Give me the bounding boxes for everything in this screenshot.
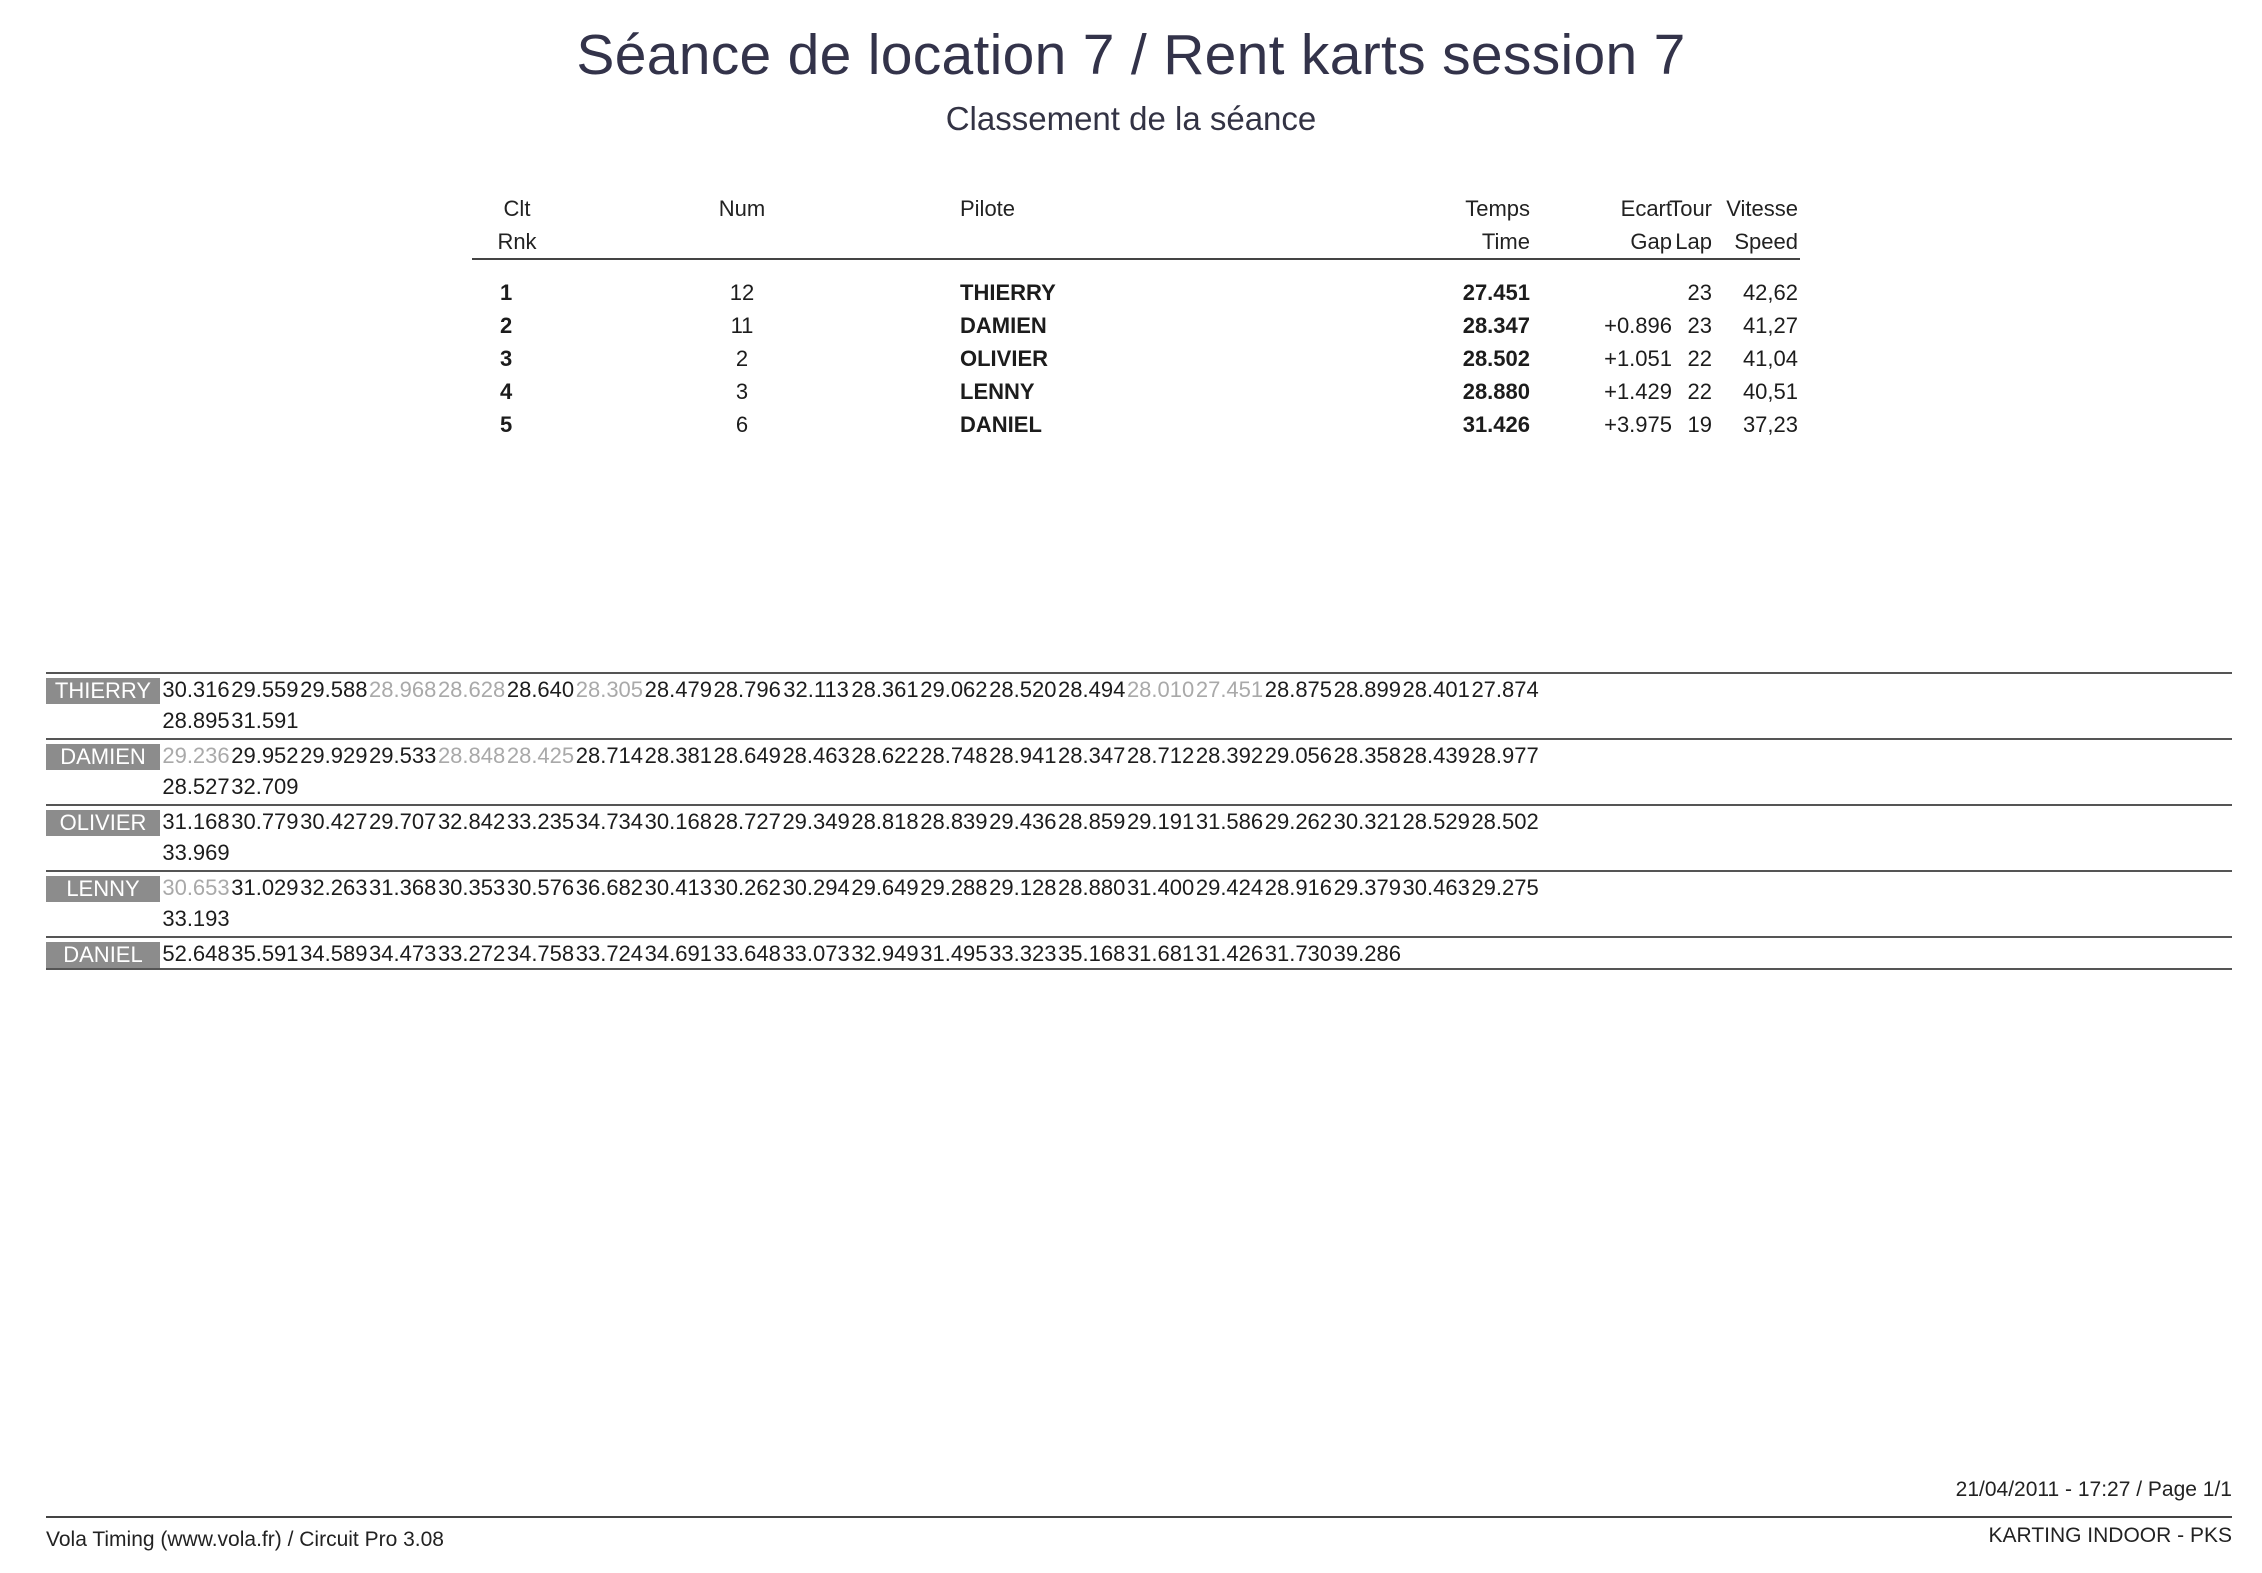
header-speed: Vitesse Speed <box>1726 196 1798 254</box>
lap-time: 30.294 <box>782 875 850 900</box>
lap-time: 31.495 <box>920 941 988 966</box>
lap-time: 32.113 <box>783 677 849 702</box>
lap-time: 28.529 <box>1402 809 1470 834</box>
lap-count: 23 <box>1687 313 1712 338</box>
lap-time: 28.010 <box>1126 677 1195 702</box>
speed-cell: 41,04 <box>1742 346 1798 371</box>
lap-time: 33.193 <box>162 906 230 931</box>
lap-time: 29.288 <box>920 875 988 900</box>
lap-time: 33.323 <box>989 941 1057 966</box>
lap-time: 33.272 <box>437 941 506 966</box>
lap-time: 31.586 <box>1195 809 1264 834</box>
rank-cell: 5 <box>500 412 513 437</box>
lap-time: 28.714 <box>575 743 644 768</box>
header-pilot: Pilote <box>960 196 1016 221</box>
lap-time: 30.653 <box>162 875 230 900</box>
lap-time: 28.899 <box>1333 677 1401 702</box>
print-date-page: 21/04/2011 - 17:27 / Page 1/1 <box>1955 1478 2232 1501</box>
driver-label: DAMIEN <box>46 744 160 770</box>
driver-label: THIERRY <box>46 678 160 704</box>
lap-time: 30.262 <box>713 875 781 900</box>
ranking-table-body <box>472 280 1800 445</box>
driver-label: LENNY <box>46 876 160 902</box>
driver-laps-olivier <box>46 804 2232 870</box>
lap-time: 31.681 <box>1126 941 1195 966</box>
lap-time: 28.640 <box>506 677 575 702</box>
lap-time: 29.379 <box>1333 875 1401 900</box>
lap-count: 22 <box>1687 379 1712 404</box>
lap-time: 33.235 <box>506 809 575 834</box>
lap-time: 28.796 <box>713 677 781 702</box>
lap-time: 28.941 <box>989 743 1057 768</box>
rank-cell: 2 <box>500 313 513 338</box>
lap-time: 34.589 <box>300 941 368 966</box>
lap-time: 28.880 <box>1058 875 1126 900</box>
lap-time: 36.682 <box>575 875 644 900</box>
lap-time: 30.779 <box>231 809 299 834</box>
best-time: 27.451 <box>1462 280 1530 305</box>
lap-time: 28.628 <box>437 677 506 702</box>
lap-time: 32.709 <box>231 774 299 799</box>
lap-time: 30.353 <box>437 875 506 900</box>
lap-time: 32.842 <box>437 809 506 834</box>
lap-time: 33.969 <box>162 840 230 865</box>
lap-time: 28.463 <box>782 743 850 768</box>
lap-time: 32.263 <box>300 875 368 900</box>
page-title: Séance de location 7 / Rent karts session 7 <box>576 23 1686 87</box>
lap-count: 23 <box>1687 280 1712 305</box>
num-cell: 2 <box>735 346 749 371</box>
lap-time: 28.479 <box>644 677 712 702</box>
lap-time: 29.236 <box>162 743 230 768</box>
pilot-name: OLIVIER <box>960 346 1049 371</box>
lap-time: 29.349 <box>782 809 850 834</box>
lap-time: 28.520 <box>989 677 1057 702</box>
num-cell: 11 <box>730 313 754 338</box>
lap-time: 31.368 <box>369 875 437 900</box>
gap-cell: +0.896 <box>1604 313 1672 338</box>
lap-time: 29.128 <box>989 875 1057 900</box>
lap-time: 30.463 <box>1402 875 1470 900</box>
driver-laps-lenny <box>46 870 2232 936</box>
header-gap: Ecart Gap <box>1620 196 1672 254</box>
lap-time: 33.648 <box>713 941 781 966</box>
lap-time: 29.191 <box>1126 809 1195 834</box>
lap-time: 29.262 <box>1264 809 1333 834</box>
lap-time: 28.916 <box>1264 875 1333 900</box>
lap-time: 28.895 <box>162 708 230 733</box>
speed-cell: 41,27 <box>1742 313 1798 338</box>
gap-cell: +1.051 <box>1604 346 1672 371</box>
lap-time: 29.056 <box>1264 743 1333 768</box>
lap-time: 32.949 <box>851 941 919 966</box>
lap-time: 27.451 <box>1195 677 1264 702</box>
lap-time: 29.424 <box>1195 875 1264 900</box>
lap-time: 28.968 <box>369 677 437 702</box>
footer-divider <box>46 1516 2232 1518</box>
lap-time: 28.748 <box>920 743 988 768</box>
lap-time: 28.527 <box>162 774 230 799</box>
pilot-name: LENNY <box>960 379 1035 404</box>
speed-cell: 37,23 <box>1742 412 1798 437</box>
lap-time: 28.727 <box>713 809 781 834</box>
best-time: 28.347 <box>1462 313 1530 338</box>
lap-time: 28.425 <box>506 743 575 768</box>
lap-time: 28.381 <box>644 743 712 768</box>
lap-time: 29.707 <box>369 809 437 834</box>
lap-time: 29.952 <box>231 743 299 768</box>
lap-time: 31.591 <box>231 708 299 733</box>
lap-time: 31.426 <box>1195 941 1264 966</box>
lap-time: 34.758 <box>506 941 575 966</box>
speed-cell: 42,62 <box>1742 280 1798 305</box>
page-subtitle: Classement de la séance <box>945 100 1317 137</box>
rank-cell: 3 <box>500 346 513 371</box>
lap-time: 29.588 <box>300 677 368 702</box>
lap-time: 30.413 <box>644 875 712 900</box>
lap-time: 28.502 <box>1471 809 1539 834</box>
num-cell: 12 <box>729 280 755 305</box>
lap-time: 29.929 <box>300 743 368 768</box>
lap-count: 22 <box>1687 346 1712 371</box>
lap-time: 30.316 <box>162 677 230 702</box>
lap-time: 34.691 <box>644 941 712 966</box>
best-time: 28.502 <box>1462 346 1530 371</box>
num-cell: 6 <box>735 412 749 437</box>
rank-cell: 1 <box>500 280 513 305</box>
lap-time: 28.401 <box>1402 677 1470 702</box>
venue-name: KARTING INDOOR - PKS <box>1988 1524 2232 1547</box>
lap-time: 33.073 <box>782 941 850 966</box>
lap-time: 30.321 <box>1333 809 1401 834</box>
driver-label: DANIEL <box>46 942 160 968</box>
ranking-row <box>472 379 1800 412</box>
ranking-row <box>472 346 1800 379</box>
lap-time: 28.361 <box>851 677 919 702</box>
lap-time: 29.559 <box>231 677 299 702</box>
header-time: Temps Time <box>1465 196 1530 254</box>
lap-count: 19 <box>1687 412 1712 437</box>
lap-time: 28.305 <box>575 677 644 702</box>
lap-time: 30.576 <box>506 875 575 900</box>
lap-time: 31.400 <box>1126 875 1195 900</box>
gap-cell: +1.429 <box>1604 379 1672 404</box>
lap-time: 28.875 <box>1264 677 1333 702</box>
ranking-row <box>472 412 1800 445</box>
lap-time: 31.029 <box>231 875 299 900</box>
lap-time: 52.648 <box>162 941 230 966</box>
rank-cell: 4 <box>500 379 513 404</box>
driver-label: OLIVIER <box>46 810 160 836</box>
lap-time: 28.494 <box>1058 677 1126 702</box>
lap-time: 28.859 <box>1058 809 1126 834</box>
lap-time: 28.818 <box>851 809 919 834</box>
lap-time: 30.427 <box>300 809 368 834</box>
header-rank: Clt Rnk <box>497 196 537 254</box>
lap-time: 28.358 <box>1333 743 1401 768</box>
lap-time: 34.734 <box>575 809 644 834</box>
lap-time: 28.977 <box>1471 743 1539 768</box>
header-num: Num <box>718 196 766 221</box>
pilot-name: THIERRY <box>960 280 1056 305</box>
lap-time: 31.730 <box>1264 941 1333 966</box>
lap-time: 29.275 <box>1471 875 1539 900</box>
lap-time: 31.168 <box>162 809 230 834</box>
lap-time: 28.712 <box>1126 743 1195 768</box>
driver-laps-daniel <box>46 936 2232 970</box>
speed-cell: 40,51 <box>1742 379 1798 404</box>
pilot-name: DANIEL <box>960 412 1042 437</box>
lap-time: 28.622 <box>851 743 919 768</box>
ranking-row <box>472 313 1800 346</box>
lap-time: 28.439 <box>1402 743 1470 768</box>
driver-laps-damien <box>46 738 2232 804</box>
lap-time: 35.168 <box>1058 941 1126 966</box>
lap-time: 34.473 <box>369 941 437 966</box>
lap-time: 28.848 <box>437 743 506 768</box>
lap-time: 28.347 <box>1058 743 1126 768</box>
lap-time: 29.533 <box>369 743 437 768</box>
software-credit: Vola Timing (www.vola.fr) / Circuit Pro 3.08 <box>46 1528 444 1551</box>
lap-time: 27.874 <box>1471 677 1539 702</box>
lap-time: 28.392 <box>1195 743 1264 768</box>
lap-time: 29.436 <box>989 809 1057 834</box>
ranking-table-header <box>472 192 1800 260</box>
lap-time: 28.649 <box>713 743 781 768</box>
best-time: 28.880 <box>1462 379 1530 404</box>
ranking-row <box>472 280 1800 313</box>
gap-cell: +3.975 <box>1604 412 1672 437</box>
lap-time: 29.062 <box>920 677 988 702</box>
best-time: 31.426 <box>1462 412 1530 437</box>
header-lap: Tour Lap <box>1669 196 1712 254</box>
lap-time: 28.839 <box>920 809 988 834</box>
lap-time: 29.649 <box>851 875 919 900</box>
lap-time: 30.168 <box>644 809 712 834</box>
lap-time: 33.724 <box>575 941 644 966</box>
pilot-name: DAMIEN <box>960 313 1047 338</box>
driver-laps-thierry <box>46 672 2232 738</box>
lap-time: 39.286 <box>1333 941 1401 966</box>
num-cell: 3 <box>735 379 749 404</box>
lap-times-grid <box>46 672 2232 970</box>
lap-time: 35.591 <box>231 941 299 966</box>
